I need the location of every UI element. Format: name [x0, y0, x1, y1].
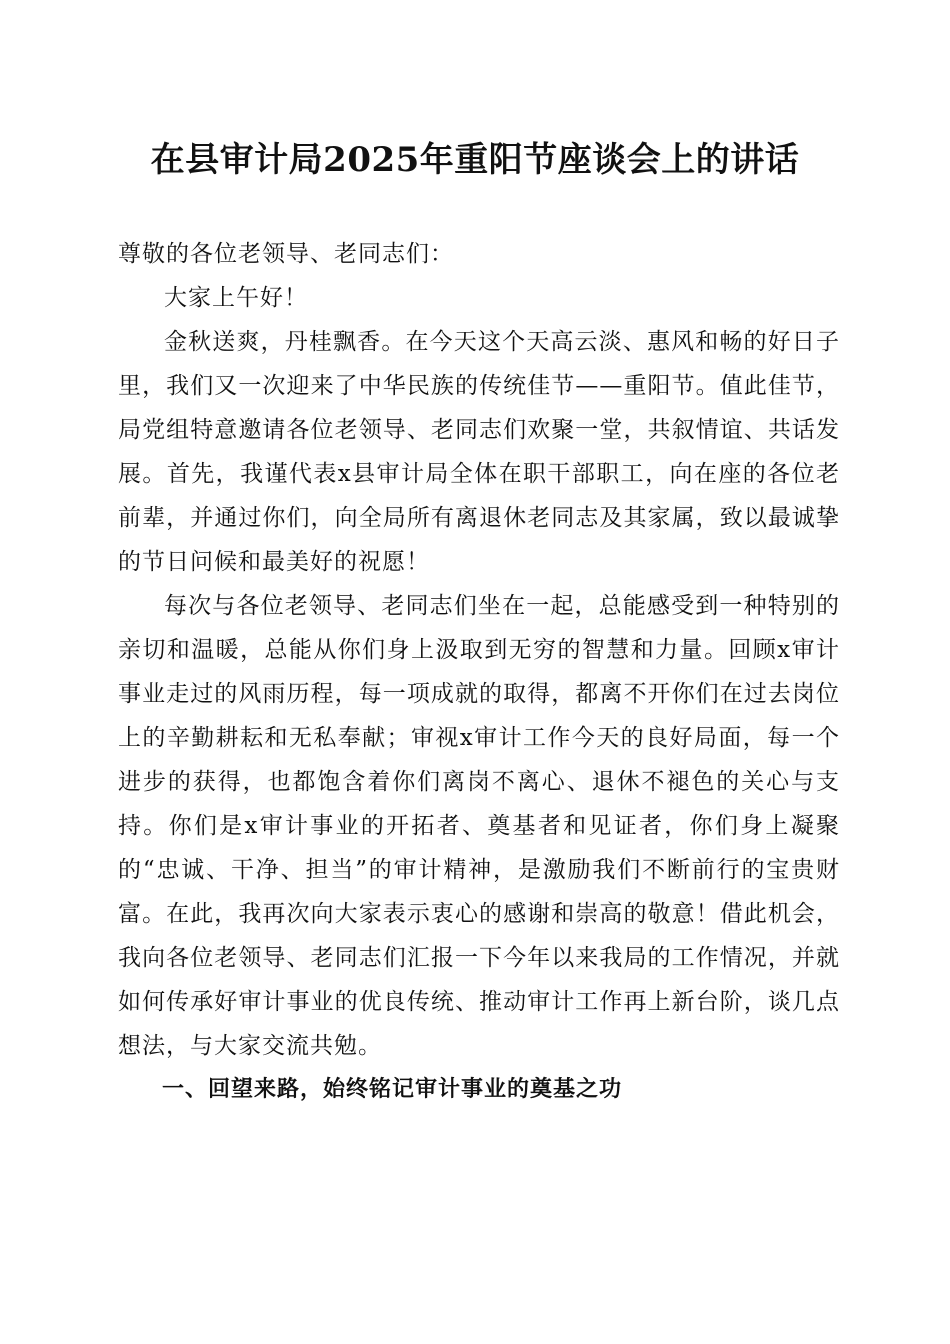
greeting: 大家上午好！: [164, 285, 308, 311]
document-body: [118, 232, 840, 1112]
salutation: 尊敬的各位老领导、老同志们：: [118, 241, 454, 267]
paragraph-opening: 金秋送爽，丹桂飘香。在今天这个天高云淡、惠风和畅的好日子里，我们又一次迎来了中华民族的传统佳节——重阳节。值此佳节，局党组特意邀请各位老领导、老同志们欢聚一堂，共叙情谊、共话发展。首先，我谨代表x县审计局全体在职干部职工，向在座的各位老前辈，并通过你们，向全局所有离退休老同志及其家属，致以最诚挚的节日问候和最美好的祝愿！: [118, 329, 840, 575]
document-title: 在县审计局2025年重阳节座谈会上的讲话: [150, 140, 800, 180]
paragraph-gratitude: 每次与各位老领导、老同志们坐在一起，总能感受到一种特别的亲切和温暖，总能从你们身上汲取到无穷的智慧和力量。回顾x审计事业走过的风雨历程，每一项成就的取得，都离不开你们在过去岗位上的辛勤耕耘和无私奉献；审视x审计工作今天的良好局面，每一个进步的获得，也都饱含着你们离岗不离心、退休不褪色的关心与支持。你们是x审计事业的开拓者、奠基者和见证者，你们身上凝聚的“忠诚、干净、担当”的审计精神，是激励我们不断前行的宝贵财富。在此，我再次向大家表示衷心的感谢和崇高的敬意！借此机会，我向各位老领导、老同志们汇报一下今年以来我局的工作情况，并就如何传承好审计事业的优良传统、推动审计工作再上新台阶，谈几点想法，与大家交流共勉。: [118, 593, 840, 1059]
section-heading: 一、回望来路，始终铭记审计事业的奠基之功: [162, 1077, 623, 1102]
